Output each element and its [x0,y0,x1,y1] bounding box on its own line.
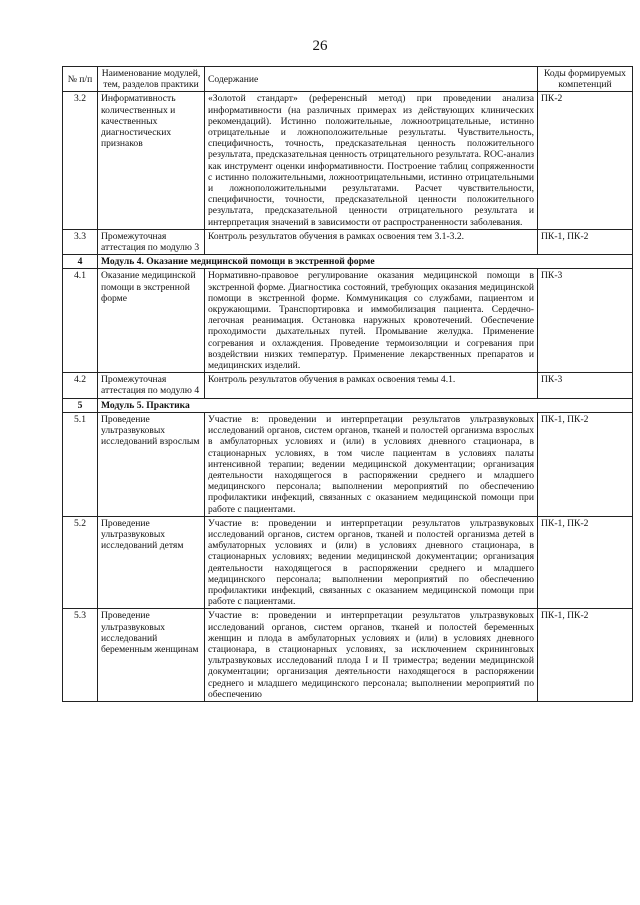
row-name: Информативность количественных и качественных диагностических признаков [98,92,205,229]
row-codes: ПК-2 [538,92,633,229]
curriculum-table [62,66,633,702]
row-codes: ПК-1, ПК-2 [538,516,633,609]
row-content: Участие в: проведении и интерпретации результатов ультразвуковых исследований органов, систем органов, тканей и полостей беременных женщин и плода в амбулаторных условиях и (или) в условиях дневного стационара, в стационарных условиях, за исключением скрининговых ультразвуковых исследований плода I и II триместра; ведении медицинской документации; организация деятельности находящегося в распоряжении среднего и младшего медицинского персонала; выполнении мероприятий по обеспечению [205,609,538,702]
row-name: Проведение ультразвуковых исследований взрослым [98,412,205,516]
module-num: 4 [63,255,98,269]
table-row [63,412,633,516]
row-content: Контроль результатов обучения в рамках освоения тем 3.1-3.2. [205,229,538,254]
row-name: Промежуточная аттестация по модулю 4 [98,373,205,398]
row-num: 3.3 [63,229,98,254]
module-row [63,255,633,269]
header-content: Содержание [205,67,538,92]
row-codes: ПК-3 [538,373,633,398]
row-content: «Золотой стандарт» (референсный метод) при проведении анализа информативности (на различных примерах из действующих клинических рекомендаций). Истинно положительные, ложноотрицательные, истинно отрицательные и ложноположительные результаты. Чувствительность, специфичность, точность, предсказательная ценность положительного результата, предсказательная ценность отрицательного результата. ROC-анализ как инструмент оценки информативности. Построение таблиц сопряженности с истинно положительными, ложноотрицательными, истинно отрицательными и ложноположительными результатами. Расчет чувствительности, специфичности, точности, предсказательной ценности положительного результата, предсказательной ценности отрицательного результата и интерпретация значений в зависимости от распространенности заболевания. [205,92,538,229]
table-row [63,269,633,373]
module-row [63,398,633,412]
row-num: 4.1 [63,269,98,373]
row-content: Участие в: проведении и интерпретации результатов ультразвуковых исследований органов, систем органов, тканей и полостей организма взрослых в амбулаторных условиях и (или) в условиях дневного стационара, в стационарных условиях, в том числе пациентам в условиях палаты интенсивной терапии; ведении медицинской документации; организация деятельности находящегося в распоряжении среднего и младшего медицинского персонала; выполнении мероприятий по обеспечению профилактики инфекций, связанных с оказанием медицинской помощи при работе с пациентами. [205,412,538,516]
page-number: 26 [312,38,328,54]
header-codes: Коды формируемых компетенций [538,67,633,92]
row-name: Оказание медицинской помощи в экстренной форме [98,269,205,373]
row-content: Участие в: проведении и интерпретации результатов ультразвуковых исследований органов, систем органов, тканей и полостей организма детей в амбулаторных условиях и (или) в условиях дневного стационара, в стационарных условиях; ведении медицинской документации; организация деятельности находящегося в распоряжении среднего и младшего медицинского персонала; выполнении мероприятий по обеспечению профилактики инфекций, связанных с оказанием медицинской помощи при работе с пациентами. [205,516,538,609]
row-num: 5.2 [63,516,98,609]
row-content: Контроль результатов обучения в рамках освоения темы 4.1. [205,373,538,398]
row-codes: ПК-1, ПК-2 [538,412,633,516]
table-row [63,609,633,702]
module-title: Модуль 4. Оказание медицинской помощи в экстренной форме [98,255,633,269]
table-row [63,92,633,229]
row-content: Нормативно-правовое регулирование оказания медицинской помощи в экстренной форме. Диагностика состояний, требующих оказания медицинской помощи в экстренной форме. Коммуникация со службами, пациентом и окружающими. Транспортировка и иммобилизация пациента. Сердечно-легочная реанимация. Остановка наружных кровотечений. Обеспечение проходимости дыхательных путей. Промывание желудка. Применение согревания и охлаждения. Проведение термоизоляции и согревания при воздействии низких температур. Применение лекарственных препаратов и медицинских изделий. [205,269,538,373]
row-name: Проведение ультразвуковых исследований беременным женщинам [98,609,205,702]
header-num: № п/п [63,67,98,92]
table-row [63,516,633,609]
row-codes: ПК-3 [538,269,633,373]
table-header-row [63,67,633,92]
row-codes: ПК-1, ПК-2 [538,229,633,254]
header-name: Наименование модулей, тем, разделов практики [98,67,205,92]
row-name: Промежуточная аттестация по модулю 3 [98,229,205,254]
row-num: 4.2 [63,373,98,398]
table-row [63,229,633,254]
row-name: Проведение ультразвуковых исследований детям [98,516,205,609]
table-row [63,373,633,398]
row-codes: ПК-1, ПК-2 [538,609,633,702]
module-num: 5 [63,398,98,412]
row-num: 5.3 [63,609,98,702]
row-num: 3.2 [63,92,98,229]
module-title: Модуль 5. Практика [98,398,633,412]
row-num: 5.1 [63,412,98,516]
